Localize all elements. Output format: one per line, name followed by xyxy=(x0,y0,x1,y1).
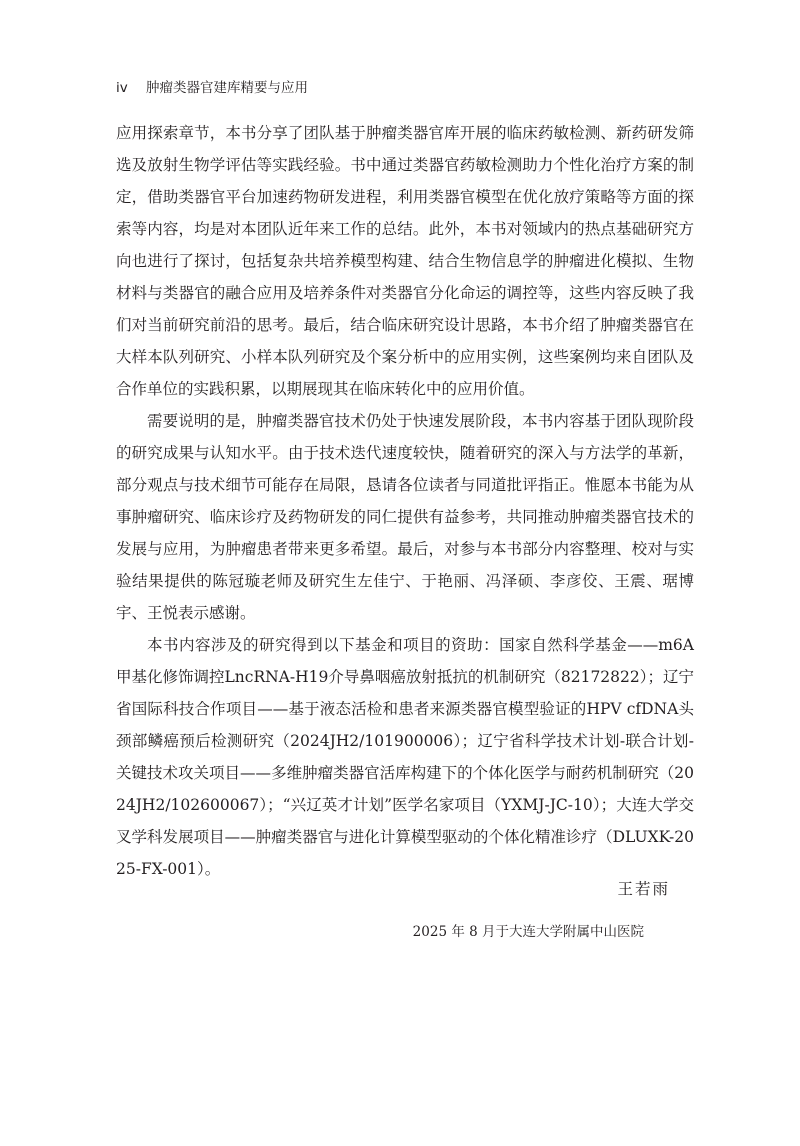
author-signature: 王若雨 xyxy=(617,880,670,898)
paragraph-limitations: 需要说明的是，肿瘤类器官技术仍处于快速发展阶段，本书内容基于团队现阶段的研究成果与认知水平。由于技术迭代速度较快，随着研究的深入与方法学的革新，部分观点与技术细节可能存在局限，恳请各位读者与同道批评指正。惟愿本书能为从事肿瘤研究、临床诊疗及药物研发的同仁提供有益参考，共同推动肿瘤类器官技术的发展与应用，为肿瘤患者带来更多希望。最后，对参与本书部分内容整理、校对与实验结果提供的陈冠璇老师及研究生左佳宁、于艳丽、冯泽硕、李彦佼、王震、琚博宇、王悦表示感谢。 xyxy=(116,412,694,622)
paragraph-continued: 应用探索章节，本书分享了团队基于肿瘤类器官库开展的临床药敏检测、新药研发筛选及放射生物学评估等实践经验。书中通过类器官药敏检测助力个性化治疗方案的制定，借助类器官平台加速药物研发进程，利用类器官模型在优化放疗策略等方面的探索等内容，均是对本团队近年来工作的总结。此外，本书对领域内的热点基础研究方向也进行了探讨，包括复杂共培养模型构建、结合生物信息学的肿瘤进化模拟、生物材料与类器官的融合应用及培养条件对类器官分化命运的调控等，这些内容反映了我们对当前研究前沿的思考。最后，结合临床研究设计思路，本书介绍了肿瘤类器官在大样本队列研究、小样本队列研究及个案分析中的应用实例，这些案例均来自团队及合作单位的实践积累，以期展现其在临床转化中的应用价值。 xyxy=(116,124,694,398)
page-number: iv xyxy=(116,80,128,96)
main-text xyxy=(116,117,694,885)
running-header xyxy=(116,78,308,98)
date-place: 2025 年 8 月于大连大学附属中山医院 xyxy=(412,924,644,940)
book-title: 肿瘤类器官建库精要与应用 xyxy=(146,80,308,96)
paragraph-funding: 本书内容涉及的研究得到以下基金和项目的资助：国家自然科学基金——m6A甲基化修饰调控LncRNA-H19介导鼻咽癌放射抵抗的机制研究（82172822）；辽宁省国际科技合作项目——基于液态活检和患者来源类器官模型验证的HPV cfDNA头颈部鳞癌预后检测研究（2024JH2/101900006）；辽宁省科学技术计划-联合计划-关键技术攻关项目——多维肿瘤类器官活库构建下的个体化医学与耐药机制研究（2024JH2/102600067）；“兴辽英才计划”医学名家项目（YXMJ-JC-10）；大连大学交叉学科发展项目——肿瘤类器官与进化计算模型驱动的个体化精准诊疗（DLUXK-2025-FX-001）。 xyxy=(116,636,695,878)
